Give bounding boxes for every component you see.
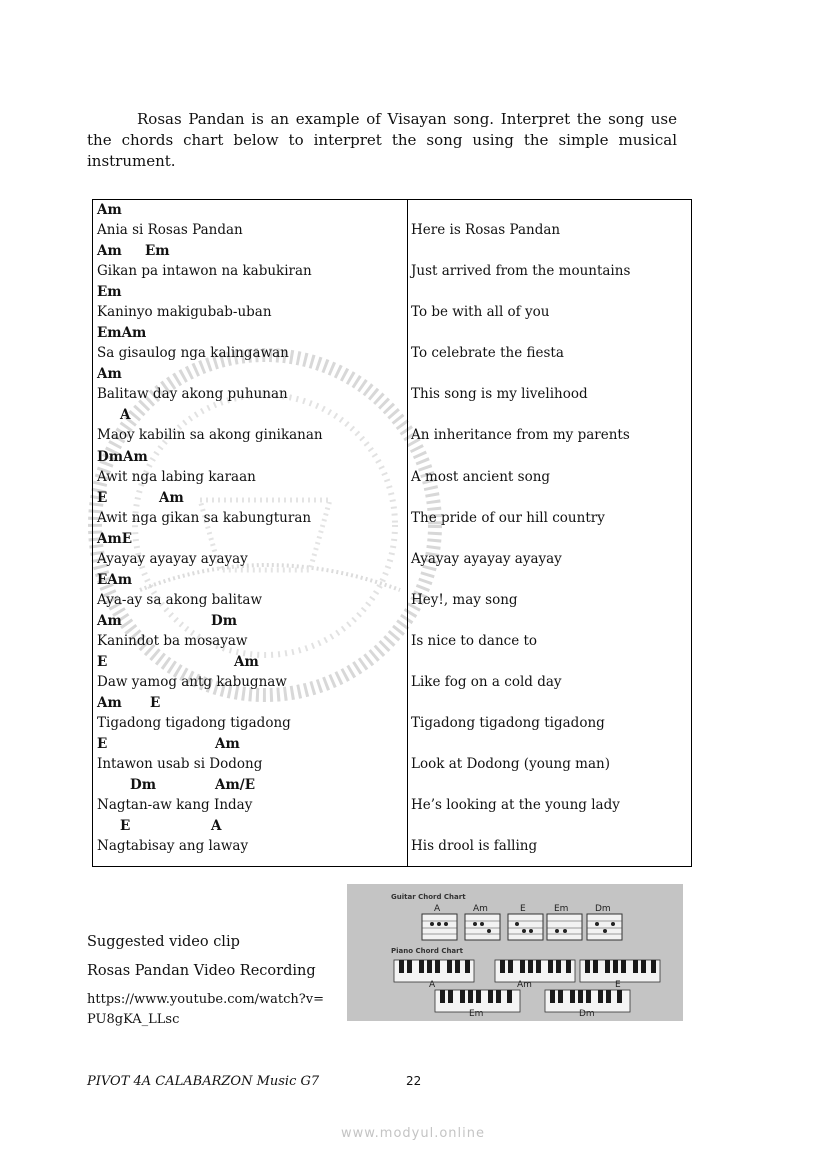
lyric-line: Tigadong tigadong tigadong: [97, 715, 291, 732]
translation-verse: [411, 734, 689, 775]
song-verse: [97, 405, 397, 446]
lyric-line: Aya-ay sa akong balitaw: [97, 591, 263, 608]
chord-label: Am: [159, 489, 184, 506]
lyric-line: Nagtabisay ang laway: [97, 838, 249, 855]
piano-chord-name: Am: [517, 980, 532, 990]
song-verse: [97, 816, 397, 857]
translation-line: The pride of our hill country: [411, 509, 605, 526]
translation-verse: [411, 611, 689, 652]
translation-verse: [411, 405, 689, 446]
chord-label: Am: [97, 366, 122, 383]
lyric-line: Maoy kabilin sa akong ginikanan: [97, 427, 323, 444]
translation-verse: [411, 488, 689, 529]
song-verse: [97, 570, 397, 611]
guitar-chart-label: Guitar Chord Chart: [391, 893, 466, 901]
translation-column: [411, 200, 689, 858]
translation-line: Look at Dodong (young man): [411, 756, 610, 773]
translation-verse: [411, 447, 689, 488]
song-verse: [97, 734, 397, 775]
translation-verse: [411, 816, 689, 857]
lyric-line: Daw yamog antg kabugnaw: [97, 674, 287, 691]
translation-line: Is nice to dance to: [411, 632, 538, 649]
lyric-line: Awit nga gikan sa kabungturan: [97, 509, 312, 526]
lyric-line: Gikan pa intawon na kabukiran: [97, 263, 312, 280]
chord-label: Em: [145, 243, 170, 260]
chord-label: Em: [97, 284, 122, 301]
chord-label: E: [97, 489, 108, 506]
translation-line: To be with all of you: [411, 304, 550, 321]
lyric-line: Balitaw day akong puhunan: [97, 386, 288, 403]
chord-chart-image: [347, 884, 683, 1021]
lyric-line: Awit nga labing karaan: [97, 468, 256, 485]
translation-verse: [411, 323, 689, 364]
song-verse: [97, 488, 397, 529]
piano-chart-label: Piano Chord Chart: [391, 947, 463, 955]
translation-line: Here is Rosas Pandan: [411, 222, 561, 238]
song-verse: [97, 364, 397, 405]
lyric-line: Ania si Rosas Pandan: [97, 222, 243, 238]
chord-label: Am/E: [215, 777, 255, 794]
suggested-video: [87, 932, 337, 1030]
translation-line: He’s looking at the young lady: [411, 797, 620, 814]
translation-line: A most ancient song: [411, 468, 551, 485]
guitar-chord-name: E: [520, 904, 526, 914]
video-label: Suggested video clip: [87, 934, 240, 950]
chord-label: EmAm: [97, 325, 147, 342]
chord-label: DmAm: [97, 448, 148, 465]
guitar-chord-name: Em: [554, 904, 569, 914]
piano-chord-name: Em: [469, 1009, 484, 1019]
translation-line: His drool is falling: [411, 838, 538, 855]
video-title: Rosas Pandan Video Recording: [87, 963, 316, 979]
song-verse: [97, 652, 397, 693]
translation-line: Ayayay ayayay ayayay: [411, 550, 562, 567]
translation-verse: [411, 693, 689, 734]
lyrics-column: [97, 200, 397, 858]
translation-verse: [411, 529, 689, 570]
song-verse: [97, 611, 397, 652]
translation-line: An inheritance from my parents: [411, 427, 630, 444]
song-verse: [97, 447, 397, 488]
site-watermark: www.modyul.online: [340, 1126, 486, 1141]
guitar-chord-name: Am: [473, 904, 488, 914]
piano-chord-name: A: [429, 980, 436, 990]
chord-label: A: [120, 407, 131, 424]
page-number: 22: [406, 1074, 422, 1088]
translation-verse: [411, 364, 689, 405]
chord-label: A: [211, 818, 222, 835]
chord-label: Am: [97, 243, 122, 260]
chord-label: Dm: [211, 612, 237, 629]
lyric-line: Sa gisaulog nga kalingawan: [97, 345, 289, 362]
guitar-chord-name: Dm: [595, 904, 611, 914]
column-divider: [407, 200, 408, 866]
chord-label: Am: [234, 654, 259, 671]
chord-label: Am: [215, 736, 240, 753]
piano-chord-name: E: [615, 980, 621, 990]
chord-label: EAm: [97, 571, 133, 588]
translation-verse: [411, 570, 689, 611]
translation-verse: [411, 282, 689, 323]
song-verse: [97, 775, 397, 816]
chord-label: E: [97, 736, 108, 753]
song-table: [92, 199, 692, 867]
video-link[interactable]: https://www.youtube.com/watch?v=PU8gKA_LLsc: [87, 992, 324, 1027]
chord-label: Dm: [130, 777, 156, 794]
song-verse: [97, 241, 397, 282]
chord-label: E: [97, 654, 108, 671]
song-verse: [97, 200, 397, 241]
song-verse: [97, 529, 397, 570]
lyric-line: Kaninyo makigubab-uban: [97, 304, 272, 321]
chord-label: Am: [97, 695, 122, 712]
translation-line: Hey!, may song: [411, 591, 518, 608]
song-verse: [97, 693, 397, 734]
intro-paragraph: Rosas Pandan is an example of Visayan song. Interpret the song use the chords chart below to interpret the song using the simple musical instrument.: [87, 110, 677, 170]
lyric-line: Kanindot ba mosayaw: [97, 632, 248, 649]
translation-line: Just arrived from the mountains: [411, 263, 631, 280]
chord-label: E: [120, 818, 131, 835]
guitar-chord-name: A: [434, 904, 441, 914]
translation-line: Tigadong tigadong tigadong: [411, 715, 605, 732]
piano-chord-name: Dm: [579, 1009, 595, 1019]
translation-line: Like fog on a cold day: [411, 674, 562, 691]
lyric-line: Nagtan-aw kang Inday: [97, 797, 253, 814]
chord-label: AmE: [97, 530, 133, 547]
translation-line: To celebrate the fiesta: [411, 345, 564, 362]
translation-verse: [411, 652, 689, 693]
lyric-line: Ayayay ayayay ayayay: [97, 550, 248, 567]
chord-label: Am: [97, 202, 122, 218]
translation-verse: [411, 241, 689, 282]
song-verse: [97, 282, 397, 323]
song-verse: [97, 323, 397, 364]
lyric-line: Intawon usab si Dodong: [97, 756, 263, 773]
footer-publication: PIVOT 4A CALABARZON Music G7: [87, 1074, 320, 1089]
translation-verse: [411, 200, 689, 241]
chord-label: Am: [97, 612, 122, 629]
translation-line: This song is my livelihood: [411, 386, 588, 403]
chord-label: E: [150, 695, 161, 712]
translation-verse: [411, 775, 689, 816]
